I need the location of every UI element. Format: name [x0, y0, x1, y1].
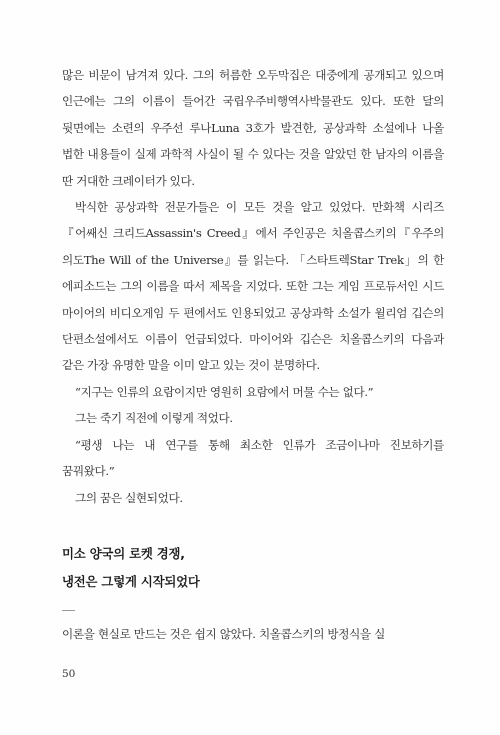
quote-cradle: “지구는 인류의 요람이지만 영원히 요람에서 머물 수는 없다.” [75, 384, 374, 399]
section-heading [62, 540, 444, 596]
heading-line-2: 냉전은 그렇게 시작되었다 [62, 574, 200, 589]
quote-progress: “평생 나는 내 연구를 통해 최소한 인류가 조금이나마 진보하기를 꿈꿔왔다.” [62, 437, 444, 479]
heading-line-1: 미소 양국의 로켓 경쟁, [62, 546, 185, 561]
body-text [62, 62, 444, 511]
paragraph-wrote: 그는 죽기 직전에 이렇게 적었다. [75, 411, 233, 426]
page-number: 50 [62, 668, 76, 680]
paragraph-dream: 그의 꿈은 실현되었다. [75, 490, 183, 505]
section-rocket-race [62, 540, 444, 647]
paragraph-monument: 많은 비문이 남겨져 있다. 그의 허름한 오두막집은 대중에게 공개되고 있으며 인근에는 그의 이름이 들어간 국립우주비행역사박물관도 있다. 또한 달의 뒷면에는 소련의 우주선 루나Luna 3호가 발견한, 공상과학 소설에나 나올 법한 내용들이 실제 과학적 사실이 될 수 있다는 것을 알았던 한 남자의 이름을 딴 거대한 크레이터가 있다. [62, 68, 444, 188]
section-first-line: 이론을 현실로 만드는 것은 쉽지 않았다. 치올콥스키의 방정식을 실 [62, 627, 385, 641]
heading-rule [62, 610, 75, 611]
paragraph-experts: 박식한 공상과학 전문가들은 이 모든 것을 알고 있었다. 만화책 시리즈『어쌔신 크리드Assassin's Creed』에서 주인공은 치올콥스키의『우주의 의도The Will of the Universe』를 읽는다. 「스타트렉Star Trek」의 한 에피소드는 그의 이름을 따서 제목을 지었다. 또한 그는 게임 프로듀서인 시드 마이어의 비디오게임 두 편에서도 인용되었고 공상과학 소설가 윌리엄 깁슨의 단편소설에서도 이름이 언급되었다. 마이어와 깁슨은 치올콥스키의 다음과 같은 가장 유명한 말을 이미 알고 있는 것이 분명하다. [62, 200, 444, 373]
